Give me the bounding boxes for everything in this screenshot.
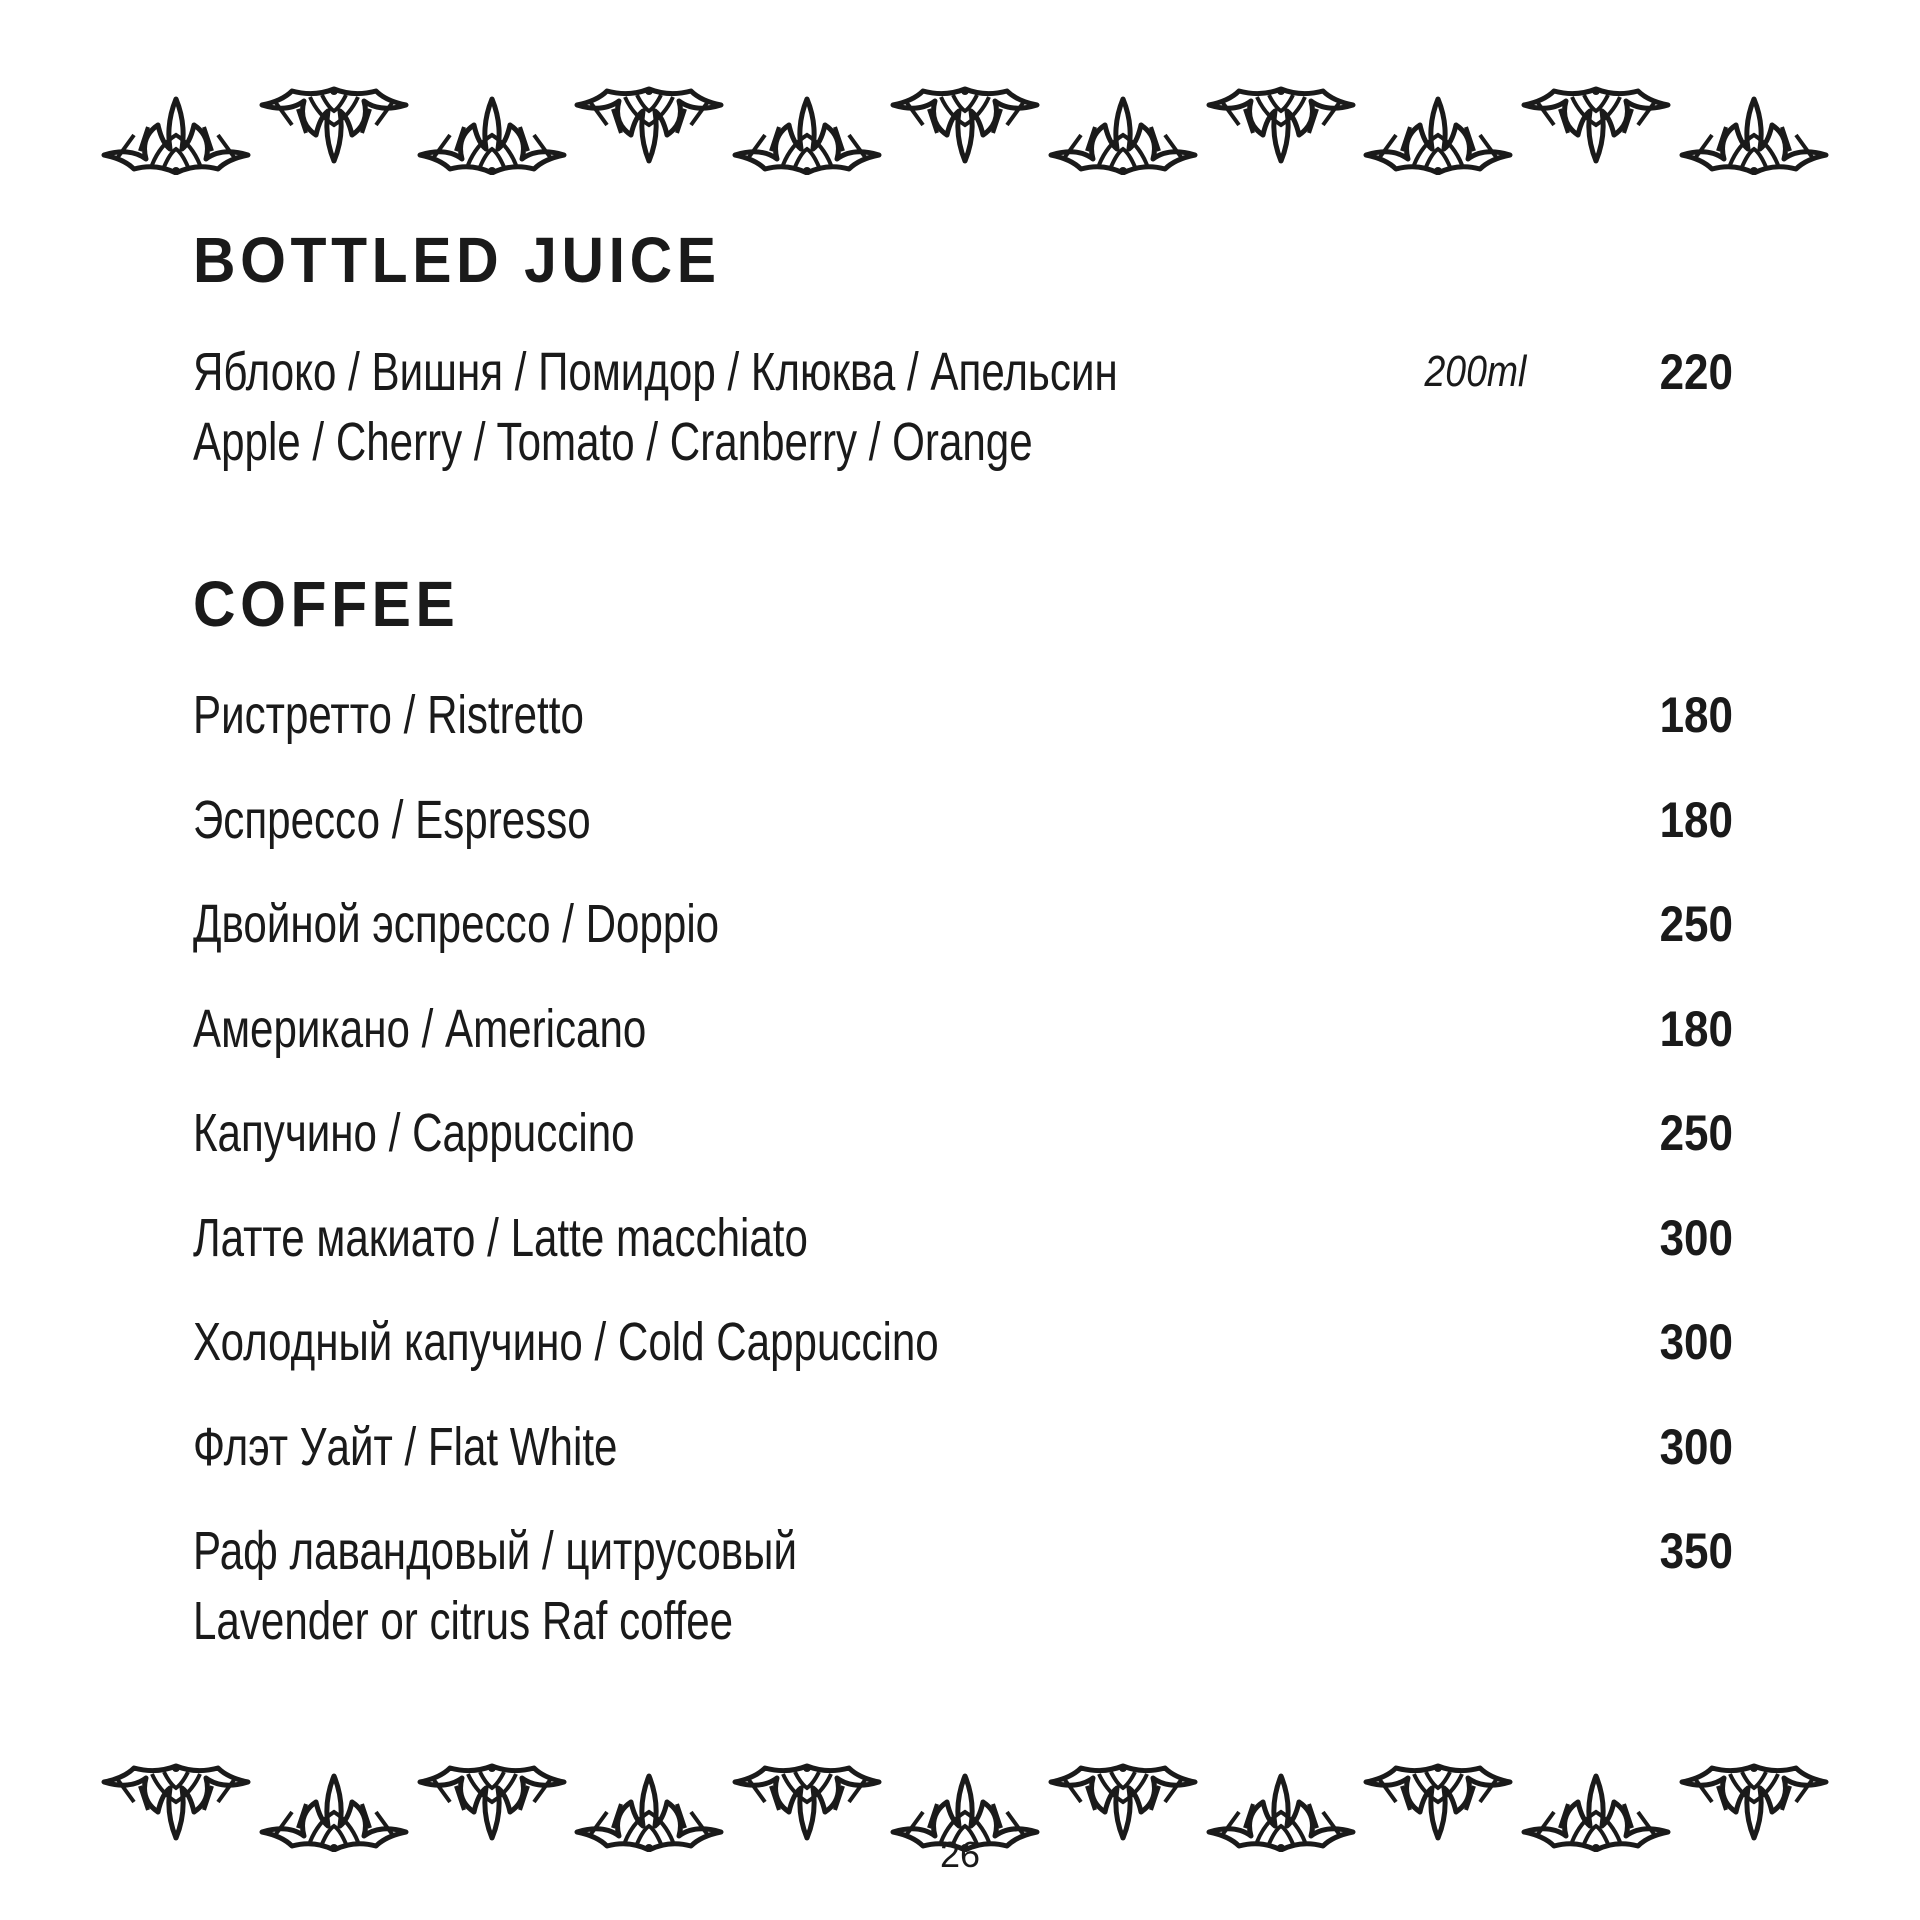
lotus-ornament-icon (889, 85, 1041, 175)
section-title-bottled-juice: BOTTLED JUICE (193, 224, 721, 296)
item-price: 180 (1659, 792, 1733, 848)
item-price: 300 (1659, 1419, 1733, 1475)
item-price: 350 (1659, 1523, 1733, 1579)
item-name: Капучино / Cappuccino (193, 1103, 635, 1163)
item-price: 250 (1659, 1105, 1733, 1161)
menu-item-cappuccino (193, 1098, 1733, 1178)
menu-item-flat-white (193, 1412, 1733, 1492)
item-name: Флэт Уайт / Flat White (193, 1417, 618, 1477)
item-name-en: Lavender or citrus Raf coffee (193, 1591, 734, 1651)
item-name: Холодный капучино / Cold Cappuccino (193, 1312, 939, 1372)
item-name: Американо / Americano (193, 999, 647, 1059)
item-price: 300 (1659, 1210, 1733, 1266)
lotus-ornament-icon (1047, 85, 1199, 175)
lotus-ornament-icon (258, 85, 410, 175)
item-name: Латте макиато / Latte macchiato (193, 1208, 808, 1268)
menu-item-americano (193, 994, 1733, 1074)
lotus-ornament-icon (1520, 85, 1672, 175)
menu-item-ristretto (193, 680, 1733, 760)
section-title-coffee: COFFEE (193, 568, 460, 640)
item-name-en: Apple / Cherry / Tomato / Cranberry / Orange (193, 412, 1033, 472)
item-name-ru: Яблоко / Вишня / Помидор / Клюква / Апельсин (193, 342, 1118, 402)
page-number: 26 (939, 1834, 981, 1875)
top-ornament-border (100, 75, 1830, 185)
menu-item-doppio (193, 889, 1733, 969)
menu-item-raf-coffee (193, 1516, 1733, 1656)
lotus-ornament-icon (1205, 85, 1357, 175)
item-name: Двойной эспрессо / Doppio (193, 894, 720, 954)
item-price: 220 (1659, 344, 1733, 400)
lotus-ornament-icon (416, 85, 568, 175)
item-price: 180 (1659, 1001, 1733, 1057)
menu-item-cold-cappuccino (193, 1307, 1733, 1387)
item-price: 300 (1659, 1314, 1733, 1370)
lotus-ornament-icon (100, 85, 252, 175)
lotus-ornament-icon (1362, 85, 1514, 175)
item-name: Ристретто / Ristretto (193, 685, 584, 745)
lotus-ornament-icon (731, 85, 883, 175)
item-name-ru: Раф лавандовый / цитрусовый (193, 1521, 797, 1581)
menu-item-latte-macchiato (193, 1203, 1733, 1283)
item-volume: 200ml (1424, 347, 1527, 396)
lotus-ornament-icon (1678, 85, 1830, 175)
lotus-ornament-icon (573, 85, 725, 175)
item-name: Эспрессо / Espresso (193, 790, 591, 850)
item-price: 180 (1659, 687, 1733, 743)
menu-item-espresso (193, 785, 1733, 865)
item-price: 250 (1659, 896, 1733, 952)
menu-item-bottled-juice (193, 337, 1733, 477)
